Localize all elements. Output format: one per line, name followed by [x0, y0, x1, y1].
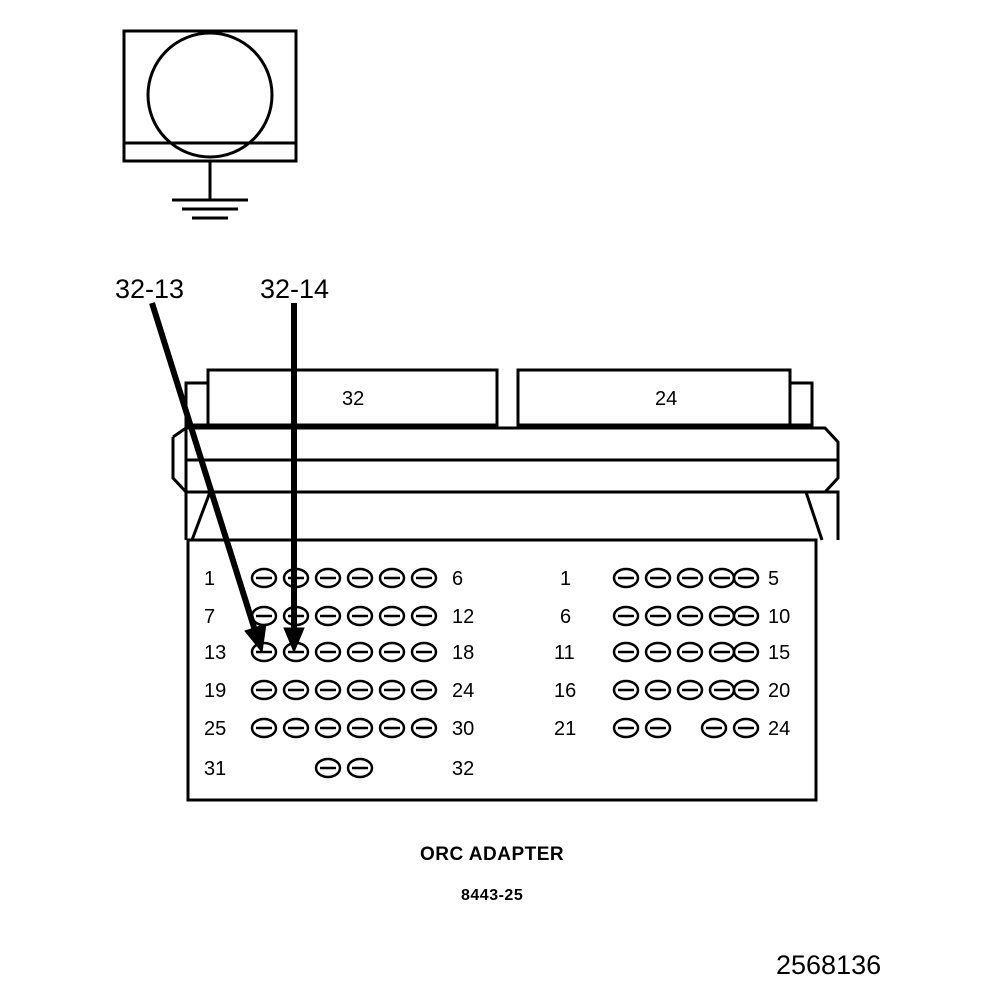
left-row-start-3: 13	[204, 642, 227, 664]
pin-ovals	[252, 569, 758, 780]
connector-label-32: 32	[342, 388, 365, 410]
right-row-start-3: 11	[554, 642, 575, 664]
right-row-start-1: 1	[560, 568, 572, 590]
left-row-end-3: 18	[452, 642, 475, 664]
callout-label-32-14: 32-14	[260, 274, 330, 304]
right-row-end-3: 15	[768, 642, 791, 664]
document-number: 2568136	[776, 950, 882, 980]
right-row-end-5: 24	[768, 718, 791, 740]
callout-arrow-32-13	[152, 303, 266, 652]
right-row-end-4: 20	[768, 680, 791, 702]
connector-label-24: 24	[655, 388, 678, 410]
right-row-end-2: 10	[768, 606, 791, 628]
callout-label-32-13: 32-13	[115, 274, 185, 304]
right-row-start-2: 6	[560, 606, 572, 628]
left-row-end-2: 12	[452, 606, 475, 628]
right-row-end-1: 5	[768, 568, 780, 590]
ground-symbol	[124, 31, 296, 218]
left-row-start-4: 19	[204, 680, 227, 702]
figure-caption: ORC ADAPTER	[420, 844, 565, 865]
left-row-end-6: 32	[452, 758, 475, 780]
right-row-start-4: 16	[554, 680, 577, 702]
left-row-start-6: 31	[204, 758, 227, 780]
right-row-start-5: 21	[554, 718, 577, 740]
left-row-start-5: 25	[204, 718, 227, 740]
left-row-start-2: 7	[204, 606, 216, 628]
figure-part-number: 8443-25	[461, 887, 524, 904]
left-row-end-1: 6	[452, 568, 464, 590]
callout-arrow-32-14	[284, 303, 304, 652]
left-row-end-4: 24	[452, 680, 475, 702]
left-row-start-1: 1	[204, 568, 216, 590]
left-row-end-5: 30	[452, 718, 475, 740]
